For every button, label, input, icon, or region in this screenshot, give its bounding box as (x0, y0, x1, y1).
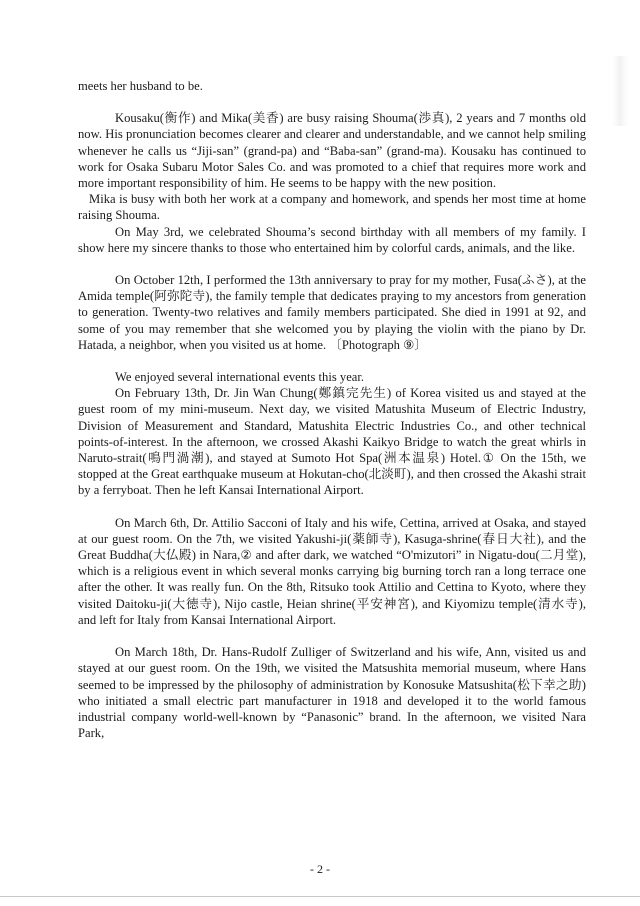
paragraph-gap (78, 628, 586, 644)
paragraph-2: Kousaku(衡作) and Mika(美香) are busy raising Shouma(渉真), 2 years and 7 months old now. His pronunciation becomes clearer and clearer and understandable, and we cannot help smiling whenever he calls us “Jiji-san” (grand-pa) and “Baba-san” (grand-ma). Kousaku has continued to work for Osaka Subaru Motor Sales Co. and was promoted to a chief that requires more work and more important responsibility of him. He seems to be happy with the new position. (78, 111, 586, 191)
paragraph-gap (78, 499, 586, 515)
paragraph-gap (78, 353, 586, 369)
paragraph-gap (78, 256, 586, 272)
paragraph-6: We enjoyed several international events this year. (115, 370, 365, 385)
paragraph-4: On May 3rd, we celebrated Shouma’s second birthday with all members of my family. I show here my sincere thanks to those who entertained him by colorful cards, animals, and the like. (78, 224, 586, 255)
document-body (78, 78, 586, 741)
paragraph-8: On March 6th, Dr. Attilio Sacconi of Italy and his wife, Cettina, arrived at Osaka, and stayed at our guest room. On the 7th, we visited Yakushi-ji(薬師寺), Kasuga-shrine(春日大社), and the Great Buddha(大仏殿) in Nara,② and after dark, we watched “O'mizutori” in Nigatu-dou(二月堂), which is a religious event in which several monks carrying big burning torch ran a long terrace one after the other. It was really fun. On the 8th, Ritsuko took Attilio and Cettina to Kyoto, where they visited Daitoku-ji(大徳寺), Nijo castle, Heian shrine(平安神宮), and Kiyomizu temple(清水寺), and left for Italy from Kansai International Airport. (78, 515, 586, 627)
page-number: - 2 - (310, 862, 330, 876)
bottom-scan-rule (0, 896, 640, 897)
paragraph-7: On February 13th, Dr. Jin Wan Chung(鄭鎮完先生) of Korea visited us and stayed at the guest room of my mini-museum. Next day, we visited Matushita Museum of Electric Industry, Division of Measurement and Standard, Matushita Electric Industries Co., and other technical points-of-interest. In the afternoon, we crossed Akashi Kaikyo Bridge to watch the great whirls in Naruto-strait(鳴門渦潮), and stayed at Sumoto Hot Spa(洲本温泉) Hotel.① On the 15th, we stopped at the Great earthquake museum at Hokutan-cho(北淡町), and then crossed the Akashi strait by a ferryboat. Then he left Kansai International Airport. (78, 386, 586, 498)
paragraph-1: meets her husband to be. (78, 79, 203, 93)
paragraph-9: On March 18th, Dr. Hans-Rudolf Zulliger of Switzerland and his wife, Ann, visited us and stayed at our guest room. On the 19th, we visited the Matsushita memorial museum, where Hans seemed to be impressed by the philosophy of administration by Konosuke Matsushita(松下幸之助) who initiated a small electric part manufacturer in 1918 and developed it to the world famous industrial company world-well-known by “Panasonic” brand. In the afternoon, we visited Nara Park, (78, 645, 586, 741)
paragraph-gap (78, 94, 586, 110)
paragraph-5: On October 12th, I performed the 13th anniversary to pray for my mother, Fusa(ふさ), at the Amida temple(阿弥陀寺), the family temple that dedicates praying to my ancestors from generation to generation. Twenty-two relatives and family members participated. She died in 1991 at 92, and some of you may remember that she welcomed you by playing the violin with the piano by Dr. Hatada, a neighbor, when you visited us at home. 〔Photograph ⑨〕 (78, 273, 586, 352)
scan-shadow-mark (612, 56, 628, 126)
paragraph-3: Mika is busy with both her work at a company and homework, and spends her most time at home raising Shouma. (78, 192, 586, 223)
